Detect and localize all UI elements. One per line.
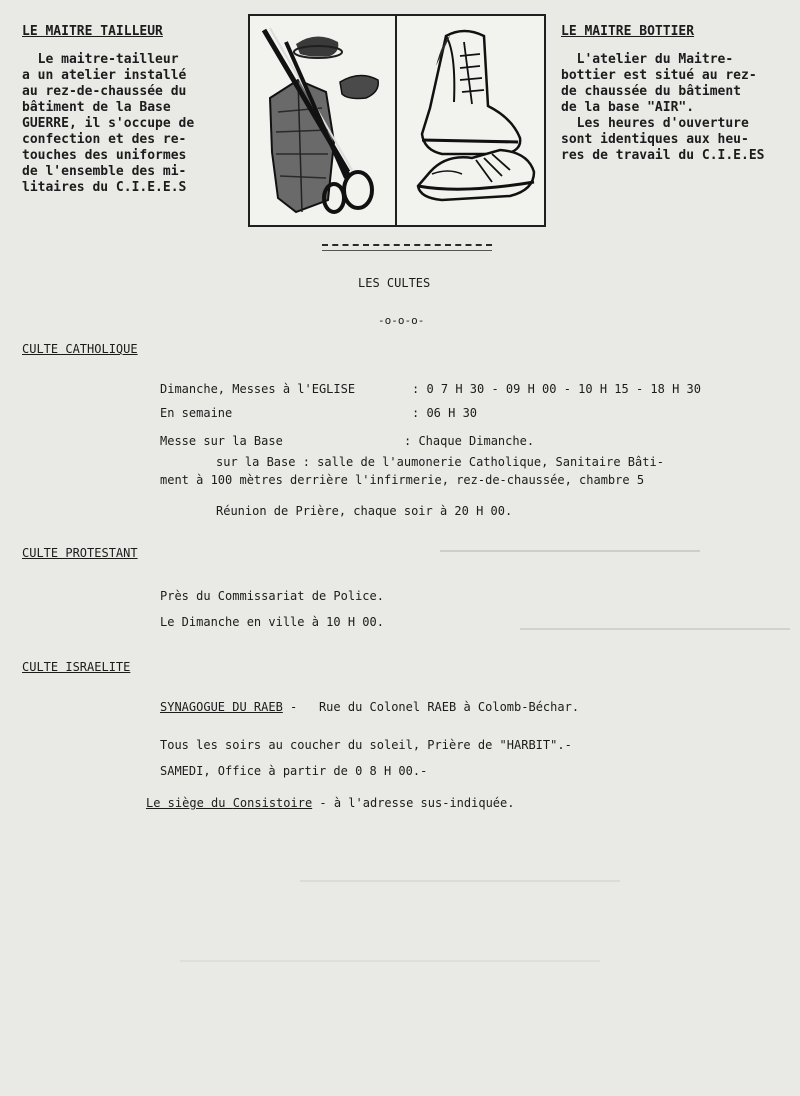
bleed-through-mark — [300, 880, 620, 882]
bleed-through-mark — [520, 628, 790, 630]
bottier-line: sont identiques aux heu- — [561, 132, 749, 147]
tailleur-line: touches des uniformes — [22, 148, 187, 163]
bottier-line: L'atelier du Maitre- — [561, 52, 734, 67]
catholique-base-label: Messe sur la Base — [160, 434, 283, 448]
panel-divider — [395, 16, 397, 225]
catholique-messes-times: : 0 7 H 30 - 09 H 00 - 10 H 15 - 18 H 30 — [412, 382, 701, 396]
israelite-synagogue-line — [160, 700, 579, 715]
israelite-line3: SAMEDI, Office à partir de 0 8 H 00.- — [160, 764, 428, 778]
tailleur-line: litaires du C.I.E.E.S — [22, 180, 187, 195]
tailleur-heading: LE MAITRE TAILLEUR — [22, 24, 163, 39]
tailleur-line: confection et des re- — [22, 132, 187, 147]
catholique-messes-label: Dimanche, Messes à l'EGLISE — [160, 382, 356, 396]
bottier-line: bottier est situé au rez- — [561, 68, 757, 83]
tailleur-line: au rez-de-chaussée du — [22, 84, 187, 99]
bottier-line: de la base "AIR". — [561, 100, 695, 115]
consistoire-word: Consistoire — [232, 796, 313, 810]
tailor-cobbler-illustration — [248, 14, 546, 227]
tailleur-text — [22, 52, 194, 196]
tailleur-line: a un atelier installé — [22, 68, 187, 83]
bleed-through-mark — [440, 550, 700, 552]
catholique-base-value: : Chaque Dimanche. — [404, 434, 535, 448]
catholique-salle-line1: sur la Base : salle de l'aumonerie Catholique, Sanitaire Bâti- — [216, 455, 664, 469]
bottier-line: res de travail du C.I.E.ES — [561, 148, 765, 163]
catholique-heading: CULTE CATHOLIQUE — [22, 342, 138, 356]
bottier-text — [561, 52, 765, 164]
catholique-semaine-time: : 06 H 30 — [412, 406, 478, 420]
catholique-semaine-label: En semaine — [160, 406, 233, 420]
protestant-line2: Le Dimanche en ville à 10 H 00. — [160, 615, 384, 629]
tailleur-line: GUERRE, il s'occupe de — [22, 116, 195, 131]
synagogue-name: SYNAGOGUE DU RAEB — [160, 700, 283, 714]
tailleur-line: de l'ensemble des mi- — [22, 164, 187, 179]
bottier-line: Les heures d'ouverture — [561, 116, 749, 131]
catholique-reunion: Réunion de Prière, chaque soir à 20 H 00. — [216, 504, 513, 518]
protestant-line1: Près du Commissariat de Police. — [160, 589, 384, 603]
bottier-line: de chaussée du bâtiment — [561, 84, 742, 99]
israelite-line4 — [146, 796, 514, 811]
synagogue-address: - Rue du Colonel RAEB à Colomb-Béchar. — [282, 700, 580, 714]
consistoire-lead: Le siège du — [146, 796, 233, 810]
cultes-title: LES CULTES — [358, 276, 431, 290]
catholique-salle-line2: ment à 100 mètres derrière l'infirmerie, rez-de-chaussée, chambre 5 — [160, 473, 645, 487]
bleed-through-mark — [180, 960, 600, 962]
boots-icon — [402, 22, 540, 220]
section-separator — [322, 244, 492, 251]
tailleur-line: bâtiment de la Base — [22, 100, 171, 115]
tailleur-line: Le maitre-tailleur — [22, 52, 179, 67]
cultes-ornament: -o-o-o- — [378, 314, 425, 327]
israelite-line2: Tous les soirs au coucher du soleil, Prière de "HARBIT".- — [160, 738, 572, 752]
israelite-heading: CULTE ISRAELITE — [22, 660, 131, 674]
consistoire-rest: - à l'adresse sus-indiquée. — [312, 796, 515, 810]
scissors-shirt-icon — [256, 22, 390, 220]
bottier-heading: LE MAITRE BOTTIER — [561, 24, 695, 39]
protestant-heading: CULTE PROTESTANT — [22, 546, 138, 560]
